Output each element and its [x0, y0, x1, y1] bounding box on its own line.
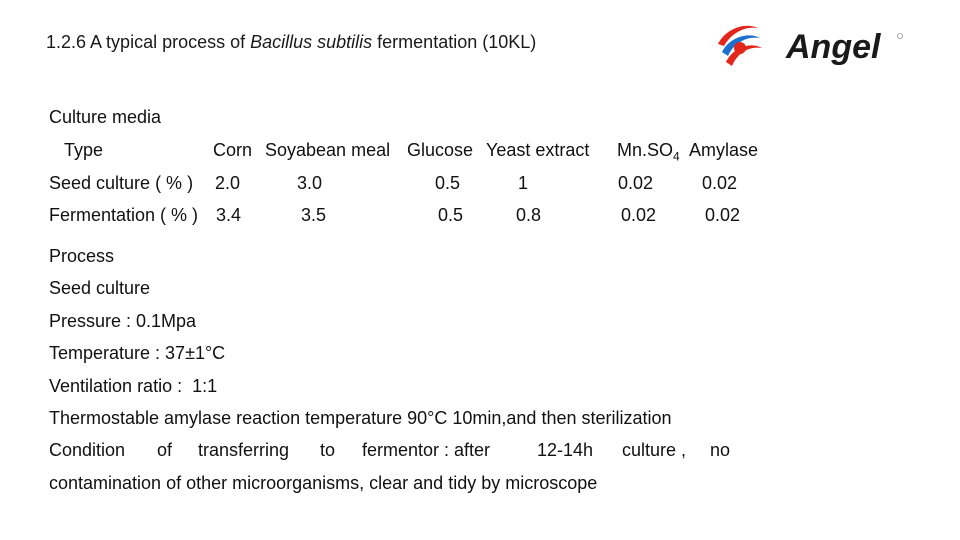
row-seed-soyabean: 3.0: [297, 173, 323, 193]
row-fermentation-label: Fermentation ( % ): [49, 205, 199, 225]
header-mnso4: [617, 140, 680, 164]
row-seed-yeast: 1: [518, 173, 529, 193]
condition-word-5: fermentor : after: [362, 440, 491, 460]
header-glucose: Glucose: [407, 140, 474, 160]
process-seed-culture: Seed culture: [49, 278, 151, 298]
process-heading: Process: [49, 246, 115, 266]
row-fermentation-soyabean: 3.5: [301, 205, 327, 225]
row-seed-mnso4: 0.02: [618, 173, 654, 193]
slide-title: [46, 32, 536, 53]
row-seed-label: Seed culture ( % ): [49, 173, 194, 193]
row-seed-glucose: 0.5: [435, 173, 461, 193]
condition-word-7: culture ,: [622, 440, 687, 460]
culture-media-heading: Culture media: [49, 107, 162, 127]
process-pressure: Pressure : 0.1Mpa: [49, 311, 197, 331]
process-contamination: contamination of other microorganisms, clear and tidy by microscope: [49, 473, 598, 493]
title-species: Bacillus subtilis: [250, 32, 373, 52]
header-amylase: Amylase: [689, 140, 759, 160]
header-yeast: Yeast extract: [486, 140, 590, 160]
condition-word-3: transferring: [198, 440, 290, 460]
svg-text:Angel: Angel: [786, 28, 881, 66]
row-fermentation-mnso4: 0.02: [621, 205, 657, 225]
title-prefix: 1.2.6 A typical process of: [46, 32, 251, 52]
header-soyabean: Soyabean meal: [265, 140, 391, 160]
process-ventilation: Ventilation ratio : 1:1: [49, 376, 218, 396]
title-suffix: fermentation (10KL): [372, 32, 537, 52]
condition-word-6: 12-14h: [537, 440, 594, 460]
process-amylase-reaction: Thermostable amylase reaction temperature 90°C 10min,and then sterilization: [49, 408, 672, 428]
angel-logo: [712, 16, 912, 76]
mnso4-subscript: 4: [673, 149, 680, 164]
process-temperature: Temperature : 37±1°C: [49, 343, 226, 363]
header-type: Type: [64, 140, 104, 160]
row-fermentation-corn: 3.4: [216, 205, 242, 225]
condition-word-8: no: [710, 440, 731, 460]
header-corn: Corn: [213, 140, 253, 160]
row-seed-amylase: 0.02: [702, 173, 738, 193]
row-fermentation-yeast: 0.8: [516, 205, 542, 225]
mnso4-main: Mn.SO: [617, 140, 674, 160]
row-fermentation-amylase: 0.02: [705, 205, 741, 225]
condition-word-2: of: [157, 440, 173, 460]
row-seed-corn: 2.0: [215, 173, 241, 193]
condition-word-1: Condition: [49, 440, 126, 460]
condition-word-4: to: [320, 440, 336, 460]
row-fermentation-glucose: 0.5: [438, 205, 464, 225]
